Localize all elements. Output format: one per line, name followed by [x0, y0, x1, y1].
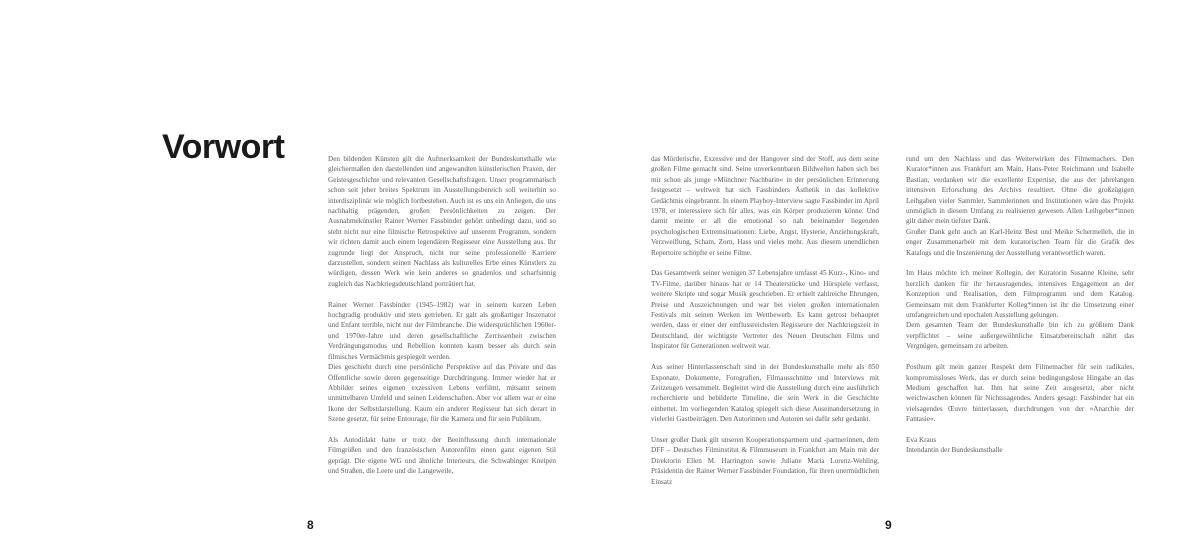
paragraph: Dem gesamten Team der Bundeskunsthalle bin ich zu größtem Dank verpflichtet – seine außergewöhnliche Einsatzbereitschaft nährt das Vergnügen, gemeinsam zu arbeiten.: [906, 321, 1134, 351]
paragraph: das Mörderische, Exzessive und der Hangover sind der Stoff, aus dem seine großen Filme gemacht sind. Seine unverkennbaren Bildwelten haben sich bei mir schon als junge »Münchner Nachbarin« in der persönlichen Erinnerung festgesetzt – weltweit hat sich Fassbinders Ästhetik in das kollektive Gedächtnis eingebrannt. In einem Playboy-Interview sagte Fassbinder im April 1978, er interessiere sich für alles, was ein Körper produzieren könne. Und damit meinte er all die emotional so nah beieinander liegenden psychologischen Extremsituationen: Liebe, Angst, Hysterie, Anziehungskraft, Verzweiflung, Scham, Zorn, Hass und vieles mehr. Aus diesem unendlichen Repertoire schöpfte er seine Filme.: [651, 155, 879, 257]
page-number-left: 8: [307, 518, 314, 532]
paragraph: Posthum gilt mein ganzer Respekt dem Filmemacher für sein radikales, kompromissloses Werk, das er durch seine bedingungslose Hingabe an das Medium geschaffen hat. Ihm hat seine Zeit ausgesetzt, aber nicht weichwaschen können für Nichtssagendes. Anders gesagt: Fassbinder hat ein vielsagendes Œuvre hinterlassen, durchdrungen von der »Anarchie der Fantasie«.: [906, 363, 1134, 424]
paragraph: Aus seiner Hinterlassenschaft sind in der Bundeskunsthalle mehr als 850 Exponate, Dokumente, Fotografien, Filmausschnitte und Interviews mit Zeitzeugen versammelt. Begleitet wird die Ausstellung durch eine ausführlich recherchierte und bebilderte Timeline, die sein Werk in die Geschichte einbettet. Im vorliegenden Katalog spiegelt sich diese Auseinandersetzung in vielerlei Gastbeiträgen. Den Autorinnen und Autoren sei dafür sehr gedankt.: [651, 363, 879, 424]
text-column-3: [906, 154, 1134, 466]
paragraph: Im Haus möchte ich meiner Kollegin, der Kuratorin Susanne Kleine, sehr herzlich danken für ihr herausragendes, intensives Engagement an der Konzeption und Realisation, dem Filmprogramm und dem Katalog. Gemeinsam mit dem Frankfurter Kolleg*innen ist ihr die Umsetzung einer umfangreichen und epochalen Ausstellung gelungen.: [906, 269, 1134, 320]
paragraph: rund um den Nachlass und das Weiterwirken des Filmemachers. Den Kurator*innen aus Frankfurt am Main, Hans-Peter Reichmann und Isabelle Bastian, verdanken wir die exzellente Expertise, die aus der jahrelangen intensiven Erforschung des Archivs resultiert. Ohne die großzügigen Leihgaben vieler Sammler, Sammlerinnen und Institutionen wäre das Projekt unmöglich in diesem Umfang zu realisieren gewesen. Allen Leihgeber*innen gilt daher mein tiefster Dank.: [906, 155, 1134, 226]
paragraph: Rainer Werner Fassbinder (1945–1982) war in seinem kurzen Leben hochgradig produktiv und stets getrieben. Er galt als großartiger Inszenator und Enfant terrible, nicht nur der Filmbranche. Die widersprüchlichen 1960er- und 1970er-Jahre und deren gesellschaftliche Zerrissenheit zwischen Verdrängungsmodus und Rebellion konnten kaum besser als durch sein filmisches Vermächtnis gespiegelt werden.: [328, 300, 556, 361]
paragraph: Den bildenden Künsten gilt die Aufmerksamkeit der Bundeskunsthalle wie gleichermaßen den darstellenden und angewandten künstlerischen Praxen, der Geistesgeschichte und relevanten Gesellschaftsfragen. Unser programmatisch schon seit jeher breites Spektrum im Ausstellungsbereich soll weiterhin so interdisziplinär wie möglich fortbestehen. Auch ist es uns ein Anliegen, die uns nachhaltig prägenden, großen Persönlichkeiten zu zeigen. Der Ausnahmekünstler Rainer Werner Fassbinder gehört unbedingt dazu, und so steht nicht nur eine filmische Retrospektive auf unserem Programm, sondern wir richten damit auch einem legendären Regisseur eine Ausstellung aus. Ihr zugrunde liegt der Anspruch, nicht nur seine professionelle Karriere darzustellen, sondern seinen Nachlass als kulturelles Erbe eines Künstlers zu würdigen, dessen Werk wie kein anderes so gnadenlos und scharfsinnig zugleich das Nachkriegsdeutschland porträtiert hat.: [328, 155, 556, 288]
paragraph: Großer Dank geht auch an Karl-Heinz Best und Meike Schermelleh, die in enger Zusammenarbeit mit dem kuratorischen Team für die Grafik des Katalogs und die Inszenierung der Ausstellung verantwortlich waren.: [906, 227, 1134, 257]
text-column-1: [328, 154, 556, 487]
paragraph: Das Gesamtwerk seiner wenigen 37 Lebensjahre umfasst 45 Kurz-, Kino- und TV-Filme, darüber hinaus hat er 14 Theaterstücke und Hörspiele verfasst, weitere Skripte und sogar Musik geschrieben. Er erhielt zahlreiche Ehrungen, Preise und Auszeichnungen und war bei vielen großen internationalen Festivals mit seinen Werken im Wettbewerb. Es kann getrost behauptet werden, dass er einer der einflussreichsten Regisseure der Nachkriegszeit in Deutschland, der wichtigste Vertreter des Neuen Deutschen Films und Inspirator für Generationen weltweit war.: [651, 269, 879, 351]
paragraph: Dies geschieht durch eine persönliche Perspektive auf das Private und das Öffentliche sowie deren gegenseitige Durchdringung. Immer wieder hat er Abbilder seines eigenen exzessiven Lebens verfilmt, mitsamt seinem unmittelbaren Umfeld und seinen Leidenschaften. Aber vor allem war er eine Ikone der Selbstdarstellung. Kaum ein anderer Regisseur hat sich derart in Szene gesetzt, für seine Entourage, für die Kamera und für sein Publikum.: [328, 363, 556, 424]
paragraph: Unser großer Dank gilt unseren Kooperationspartnern und -partnerinnen, dem DFF – Deutsches Filminstitut & Filmmuseum in Frankfurt am Main mit der Direktorin Ellen M. Harrington sowie Juliane Maria Lorenz-Wehling, Präsidentin der Rainer Werner Fassbinder Foundation, für ihren unermüdlichen Einsatz: [651, 435, 879, 486]
signature-name: Eva Kraus: [906, 435, 937, 444]
page-number-right: 9: [885, 518, 892, 532]
signature-title: Intendantin der Bundeskunsthalle: [906, 446, 1003, 455]
paragraph: Als Autodidakt hatte er trotz der Beeinflussung durch internationale Filmgrößen und den französischen Autorenfilm einen ganz eigenen Stil geprägt. Die eigene WG und ähnliche Interieurs, die Schwabinger Kneipen und Straßen, die Leere und die Langeweile,: [328, 435, 556, 476]
text-column-2: [651, 154, 879, 497]
page-title: Vorwort: [162, 128, 285, 166]
